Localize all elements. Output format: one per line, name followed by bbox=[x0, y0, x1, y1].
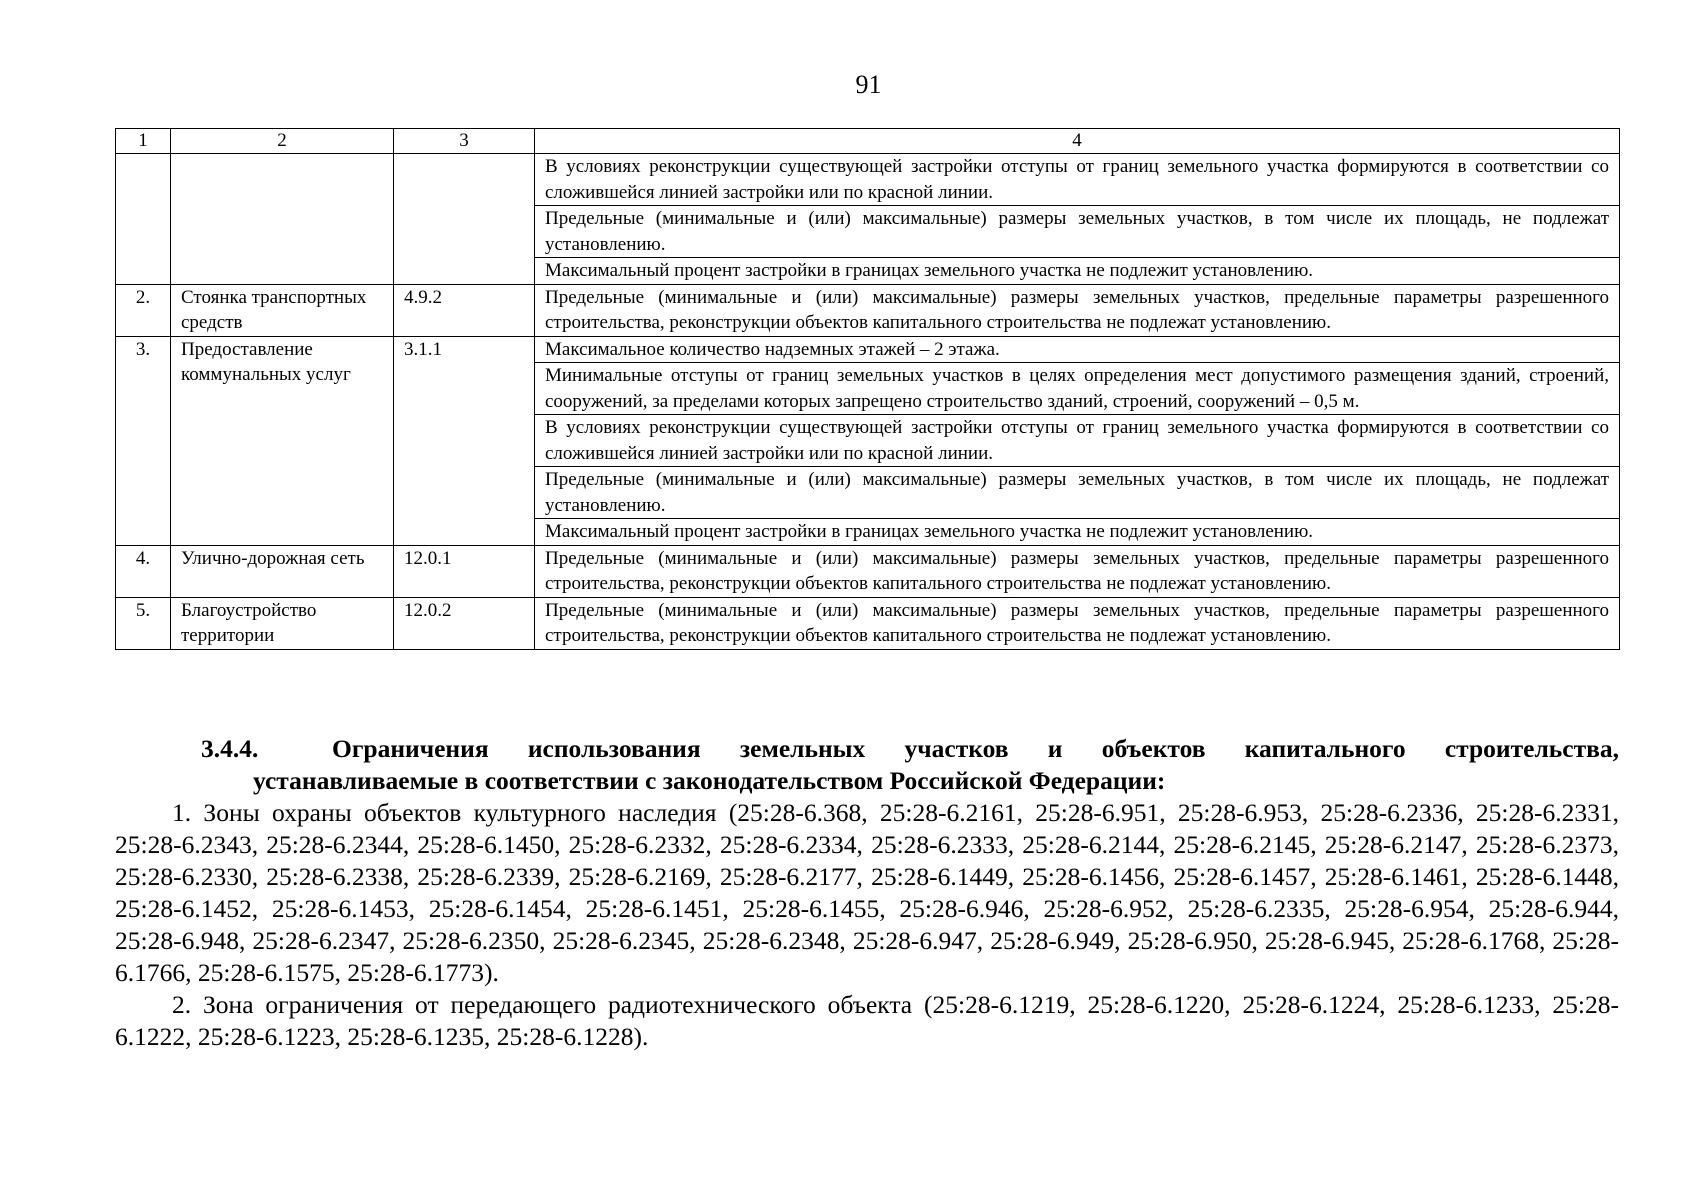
regulation-text: Максимальное количество надземных этажей – 2 этажа. bbox=[535, 336, 1620, 363]
regulation-text: Предельные (минимальные и (или) максимальные) размеры земельных участков, в том числе их площадь, не подлежат установлению. bbox=[535, 206, 1620, 258]
land-use-code: 12.0.1 bbox=[394, 545, 535, 597]
section-title-line-2: устанавливаемые в соответствии с законодательством Российской Федерации: bbox=[253, 766, 1166, 795]
regulation-text: Максимальный процент застройки в границах земельного участка не подлежит установлению. bbox=[535, 258, 1620, 285]
column-header: 1 bbox=[116, 129, 171, 154]
table-row bbox=[116, 284, 1620, 336]
paragraph-cultural-heritage-zones: 1. Зоны охраны объектов культурного наследия (25:28-6.368, 25:28-6.2161, 25:28-6.951, 25:28-6.953, 25:28-6.2336, 25:28-6.2331, 25:28-6.2343, 25:28-6.2344, 25:28-6.1450, 25:28-6.2332, 25:28-6.2334, 25:28-6.2333, 25:28-6.2144, 25:28-6.2145, 25:28-6.2147, 25:28-6.2373, 25:28-6.2330, 25:28-6.2338, 25:28-6.2339, 25:28-6.2169, 25:28-6.2177, 25:28-6.1449, 25:28-6.1456, 25:28-6.1457, 25:28-6.1461, 25:28-6.1448, 25:28-6.1452, 25:28-6.1453, 25:28-6.1454, 25:28-6.1451, 25:28-6.1455, 25:28-6.946, 25:28-6.952, 25:28-6.2335, 25:28-6.954, 25:28-6.944, 25:28-6.948, 25:28-6.2347, 25:28-6.2350, 25:28-6.2345, 25:28-6.2348, 25:28-6.947, 25:28-6.949, 25:28-6.950, 25:28-6.945, 25:28-6.1768, 25:28-6.1766, 25:28-6.1575, 25:28-6.1773). bbox=[115, 798, 1619, 987]
land-use-type: Предоставление коммунальных услуг bbox=[171, 336, 394, 545]
row-number: 4. bbox=[116, 545, 171, 597]
land-use-type: Улично-дорожная сеть bbox=[171, 545, 394, 597]
land-use-code bbox=[394, 154, 535, 285]
land-use-type: Благоустройство территории bbox=[171, 597, 394, 649]
table-row bbox=[116, 545, 1620, 597]
regulation-text: Максимальный процент застройки в границах земельного участка не подлежит установлению. bbox=[535, 519, 1620, 546]
table-header-row bbox=[116, 129, 1620, 154]
table-row bbox=[116, 154, 1620, 206]
land-use-code: 3.1.1 bbox=[394, 336, 535, 545]
regulation-text: В условиях реконструкции существующей застройки отступы от границ земельного участка формируются в соответствии со сложившейся линией застройки или по красной линии. bbox=[535, 154, 1620, 206]
regulations-table bbox=[115, 128, 1620, 650]
regulation-text: Минимальные отступы от границ земельных участков в целях определения мест допустимого размещения зданий, строений, сооружений, за пределами которых запрещено строительство зданий, строений, сооружений – 0,5 м. bbox=[535, 363, 1620, 415]
row-number: 5. bbox=[116, 597, 171, 649]
land-use-type bbox=[171, 154, 394, 285]
table-row bbox=[116, 336, 1620, 363]
land-use-type: Стоянка транспортных средств bbox=[171, 284, 394, 336]
regulation-text: Предельные (минимальные и (или) максимальные) размеры земельных участков, предельные параметры разрешенного строительства, реконструкции объектов капитального строительства не подлежат установлению. bbox=[535, 284, 1620, 336]
column-header: 2 bbox=[171, 129, 394, 154]
row-number bbox=[116, 154, 171, 285]
section-3-4-4 bbox=[115, 733, 1619, 1053]
page-number: 91 bbox=[855, 70, 882, 99]
land-use-code: 12.0.2 bbox=[394, 597, 535, 649]
column-header: 3 bbox=[394, 129, 535, 154]
section-title bbox=[115, 733, 1619, 797]
row-number: 2. bbox=[116, 284, 171, 336]
regulation-text: В условиях реконструкции существующей застройки отступы от границ земельного участка формируются в соответствии со сложившейся линией застройки или по красной линии. bbox=[535, 415, 1620, 467]
paragraph-radio-object-zone: 2. Зона ограничения от передающего радиотехнического объекта (25:28-6.1219, 25:28-6.1220, 25:28-6.1224, 25:28-6.1233, 25:28-6.1222, 25:28-6.1223, 25:28-6.1235, 25:28-6.1228). bbox=[115, 990, 1619, 1051]
table-row bbox=[116, 597, 1620, 649]
row-number: 3. bbox=[116, 336, 171, 545]
section-title-line-1: Ограничения использования земельных участков и объектов капитального строительства, bbox=[332, 734, 1619, 763]
land-use-code: 4.9.2 bbox=[394, 284, 535, 336]
regulation-text: Предельные (минимальные и (или) максимальные) размеры земельных участков, предельные параметры разрешенного строительства, реконструкции объектов капитального строительства не подлежат установлению. bbox=[535, 597, 1620, 649]
regulation-text: Предельные (минимальные и (или) максимальные) размеры земельных участков, в том числе их площадь, не подлежат установлению. bbox=[535, 467, 1620, 519]
regulation-text: Предельные (минимальные и (или) максимальные) размеры земельных участков, предельные параметры разрешенного строительства, реконструкции объектов капитального строительства не подлежат установлению. bbox=[535, 545, 1620, 597]
column-header: 4 bbox=[535, 129, 1620, 154]
section-number: 3.4.4. bbox=[201, 734, 259, 763]
